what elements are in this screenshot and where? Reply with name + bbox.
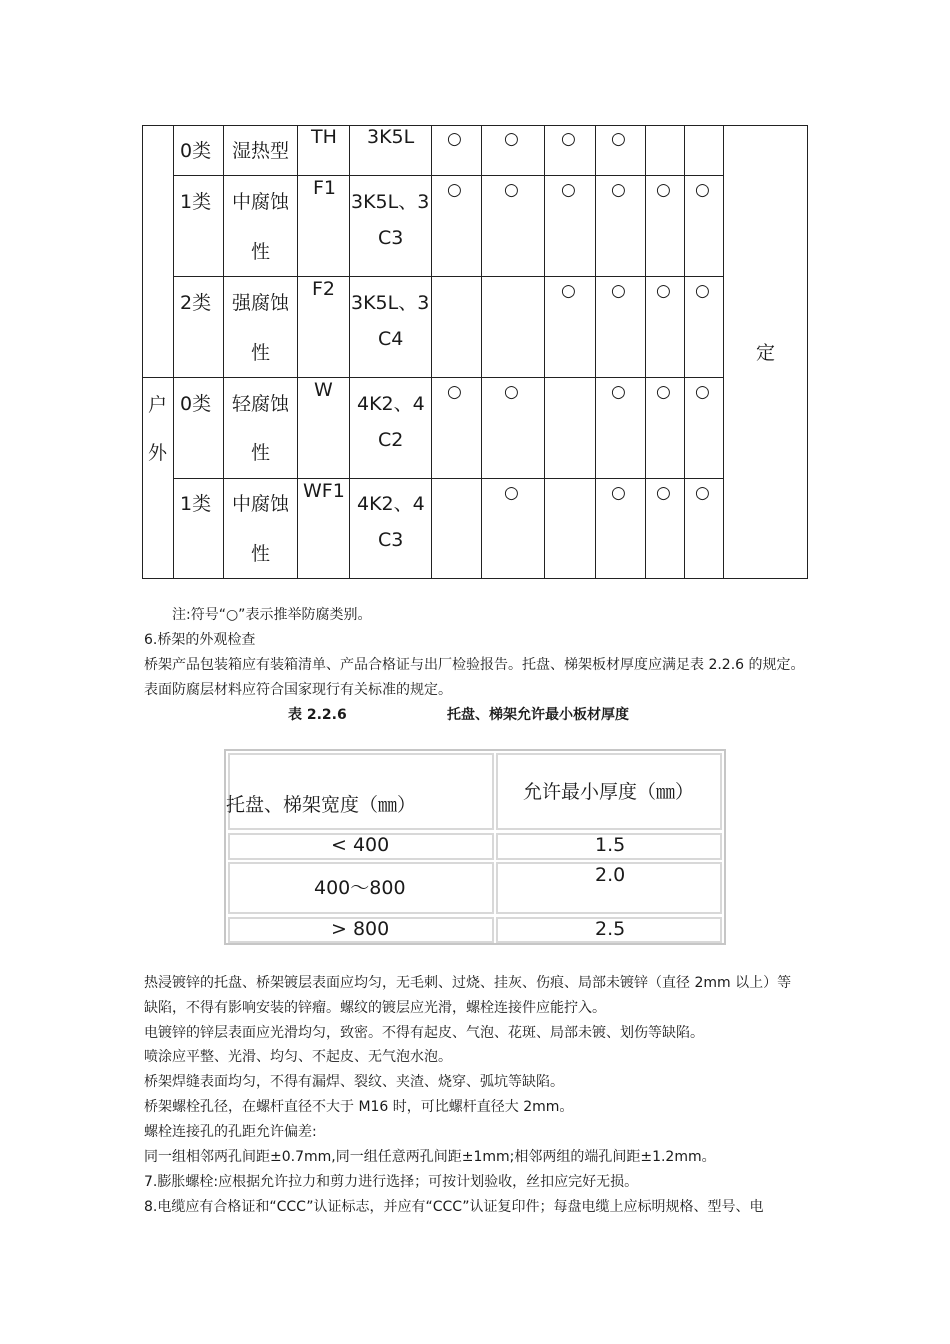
env-cell: 性 (251, 241, 271, 263)
table-rule (142, 125, 143, 579)
mark-cell: ○ (561, 129, 576, 149)
paragraph-line: 桥架螺栓孔径，在螺杆直径不大于 M16 时，可比螺杆直径大 2mm。 (144, 1099, 574, 1115)
mark-cell: ○ (447, 180, 462, 200)
mark-cell: ○ (504, 180, 519, 200)
table-rule (173, 175, 724, 176)
mark-cell: ○ (656, 483, 671, 503)
mark-cell: ○ (611, 180, 626, 200)
mark-cell: ○ (611, 129, 626, 149)
table-rule (684, 125, 685, 579)
level-cell: C3 (378, 529, 404, 551)
table-note: 注:符号“○”表示推举防腐类别。 (172, 607, 372, 623)
paragraph-line: 缺陷，不得有影响安装的锌瘤。螺纹的镀层应光滑，螺栓连接件应能拧入。 (144, 1000, 606, 1016)
code-cell: W (314, 379, 333, 401)
code-cell: F2 (312, 278, 336, 300)
env-cell: 湿热型 (232, 140, 290, 162)
code-cell: WF1 (303, 480, 345, 502)
env-cell: 轻腐蚀 (232, 393, 290, 415)
mark-cell: ○ (504, 129, 519, 149)
mark-cell: ○ (447, 382, 462, 402)
thickness-table (224, 749, 726, 945)
level-cell: 3K5L、3 (351, 292, 430, 314)
mark-cell: ○ (611, 382, 626, 402)
class-cell: 2类 (180, 292, 212, 314)
section-title: 6.桥架的外观检查 (144, 632, 256, 648)
mark-cell: ○ (695, 281, 710, 301)
mark-cell: ○ (504, 483, 519, 503)
level-cell: C4 (378, 328, 404, 350)
paragraph-line: 热浸镀锌的托盘、桥架镀层表面应均匀，无毛刺、过烧、挂灰、伤痕、局部未镀锌（直径 2mm 以上）等 (144, 975, 792, 991)
table-rule (173, 276, 724, 277)
thickness-value: 1.5 (595, 834, 626, 856)
mark-cell: ○ (695, 180, 710, 200)
table-caption-number: 表 2.2.6 (288, 707, 347, 723)
location-cell: 外 (148, 442, 168, 464)
paragraph-line: 表面防腐层材料应符合国家现行有关标准的规定。 (144, 682, 452, 698)
table-rule (223, 125, 224, 579)
table-caption-title: 托盘、梯架允许最小板材厚度 (447, 707, 629, 723)
mark-cell: ○ (611, 281, 626, 301)
table-rule (173, 478, 724, 479)
env-cell: 性 (251, 342, 271, 364)
table-rule (544, 125, 545, 579)
class-cell: 1类 (180, 191, 212, 213)
width-value: < 400 (331, 834, 390, 856)
class-cell: 0类 (180, 140, 212, 162)
env-cell: 性 (251, 442, 271, 464)
width-header: 托盘、梯架宽度（㎜） (226, 794, 417, 816)
mark-cell: ○ (611, 483, 626, 503)
table-rule (142, 125, 808, 126)
table-rule (142, 578, 808, 579)
mark-cell: ○ (561, 180, 576, 200)
code-cell: F1 (313, 177, 337, 199)
mark-cell: ○ (656, 281, 671, 301)
paragraph-line: 7.膨胀螺栓:应根据允许拉力和剪力进行选择；可按计划验收，丝扣应完好无损。 (144, 1174, 639, 1190)
table-rule (297, 125, 298, 579)
width-value: 400～800 (314, 877, 406, 899)
last-column-cell: 定 (756, 342, 776, 364)
mark-cell: ○ (656, 382, 671, 402)
table-rule (723, 125, 724, 579)
width-value: > 800 (331, 918, 390, 940)
env-cell: 强腐蚀 (232, 292, 290, 314)
paragraph-line: 桥架产品包装箱应有装箱清单、产品合格证与出厂检验报告。托盘、梯架板材厚度应满足表 2.2.6 的规定。 (144, 657, 805, 673)
table-rule (173, 125, 174, 579)
paragraph-line: 电镀锌的锌层表面应光滑均匀，致密。不得有起皮、气泡、花斑、局部未镀、划伤等缺陷。 (144, 1025, 704, 1041)
mark-cell: ○ (695, 483, 710, 503)
paragraph-line: 喷涂应平整、光滑、均匀、不起皮、无气泡水泡。 (144, 1049, 452, 1065)
paragraph-line: 8.电缆应有合格证和“CCC”认证标志，并应有“CCC”认证复印件；每盘电缆上应标明规格、型号、电 (144, 1199, 764, 1215)
level-cell: 3K5L、3 (351, 191, 430, 213)
paragraph-line: 同一组相邻两孔间距±0.7mm,同一组任意两孔间距±1mm;相邻两组的端孔间距±1.2mm。 (144, 1149, 716, 1165)
level-cell: C3 (378, 227, 404, 249)
level-cell: 4K2、4 (357, 493, 425, 515)
thickness-header: 允许最小厚度（㎜） (523, 781, 695, 803)
table-rule (645, 125, 646, 579)
mark-cell: ○ (656, 180, 671, 200)
paragraph-line: 桥架焊缝表面均匀，不得有漏焊、裂纹、夹渣、烧穿、弧坑等缺陷。 (144, 1074, 564, 1090)
table-rule (481, 125, 482, 579)
mark-cell: ○ (447, 129, 462, 149)
class-cell: 1类 (180, 493, 212, 515)
thickness-value: 2.5 (595, 918, 626, 940)
mark-cell: ○ (504, 382, 519, 402)
thickness-value: 2.0 (595, 864, 626, 886)
env-cell: 中腐蚀 (232, 191, 290, 213)
env-cell: 中腐蚀 (232, 493, 290, 515)
level-cell: 3K5L (367, 126, 415, 148)
table-rule (142, 377, 724, 378)
location-cell: 户 (148, 394, 168, 416)
table-rule (595, 125, 596, 579)
table-rule (431, 125, 432, 579)
code-cell: TH (311, 126, 337, 148)
env-cell: 性 (251, 543, 271, 565)
class-cell: 0类 (180, 393, 212, 415)
mark-cell: ○ (695, 382, 710, 402)
level-cell: 4K2、4 (357, 393, 425, 415)
table-rule (807, 125, 808, 579)
header-cell (228, 753, 494, 830)
level-cell: C2 (378, 429, 404, 451)
table-rule (349, 125, 350, 579)
mark-cell: ○ (561, 281, 576, 301)
paragraph-line: 螺栓连接孔的孔距允许偏差: (144, 1124, 317, 1140)
